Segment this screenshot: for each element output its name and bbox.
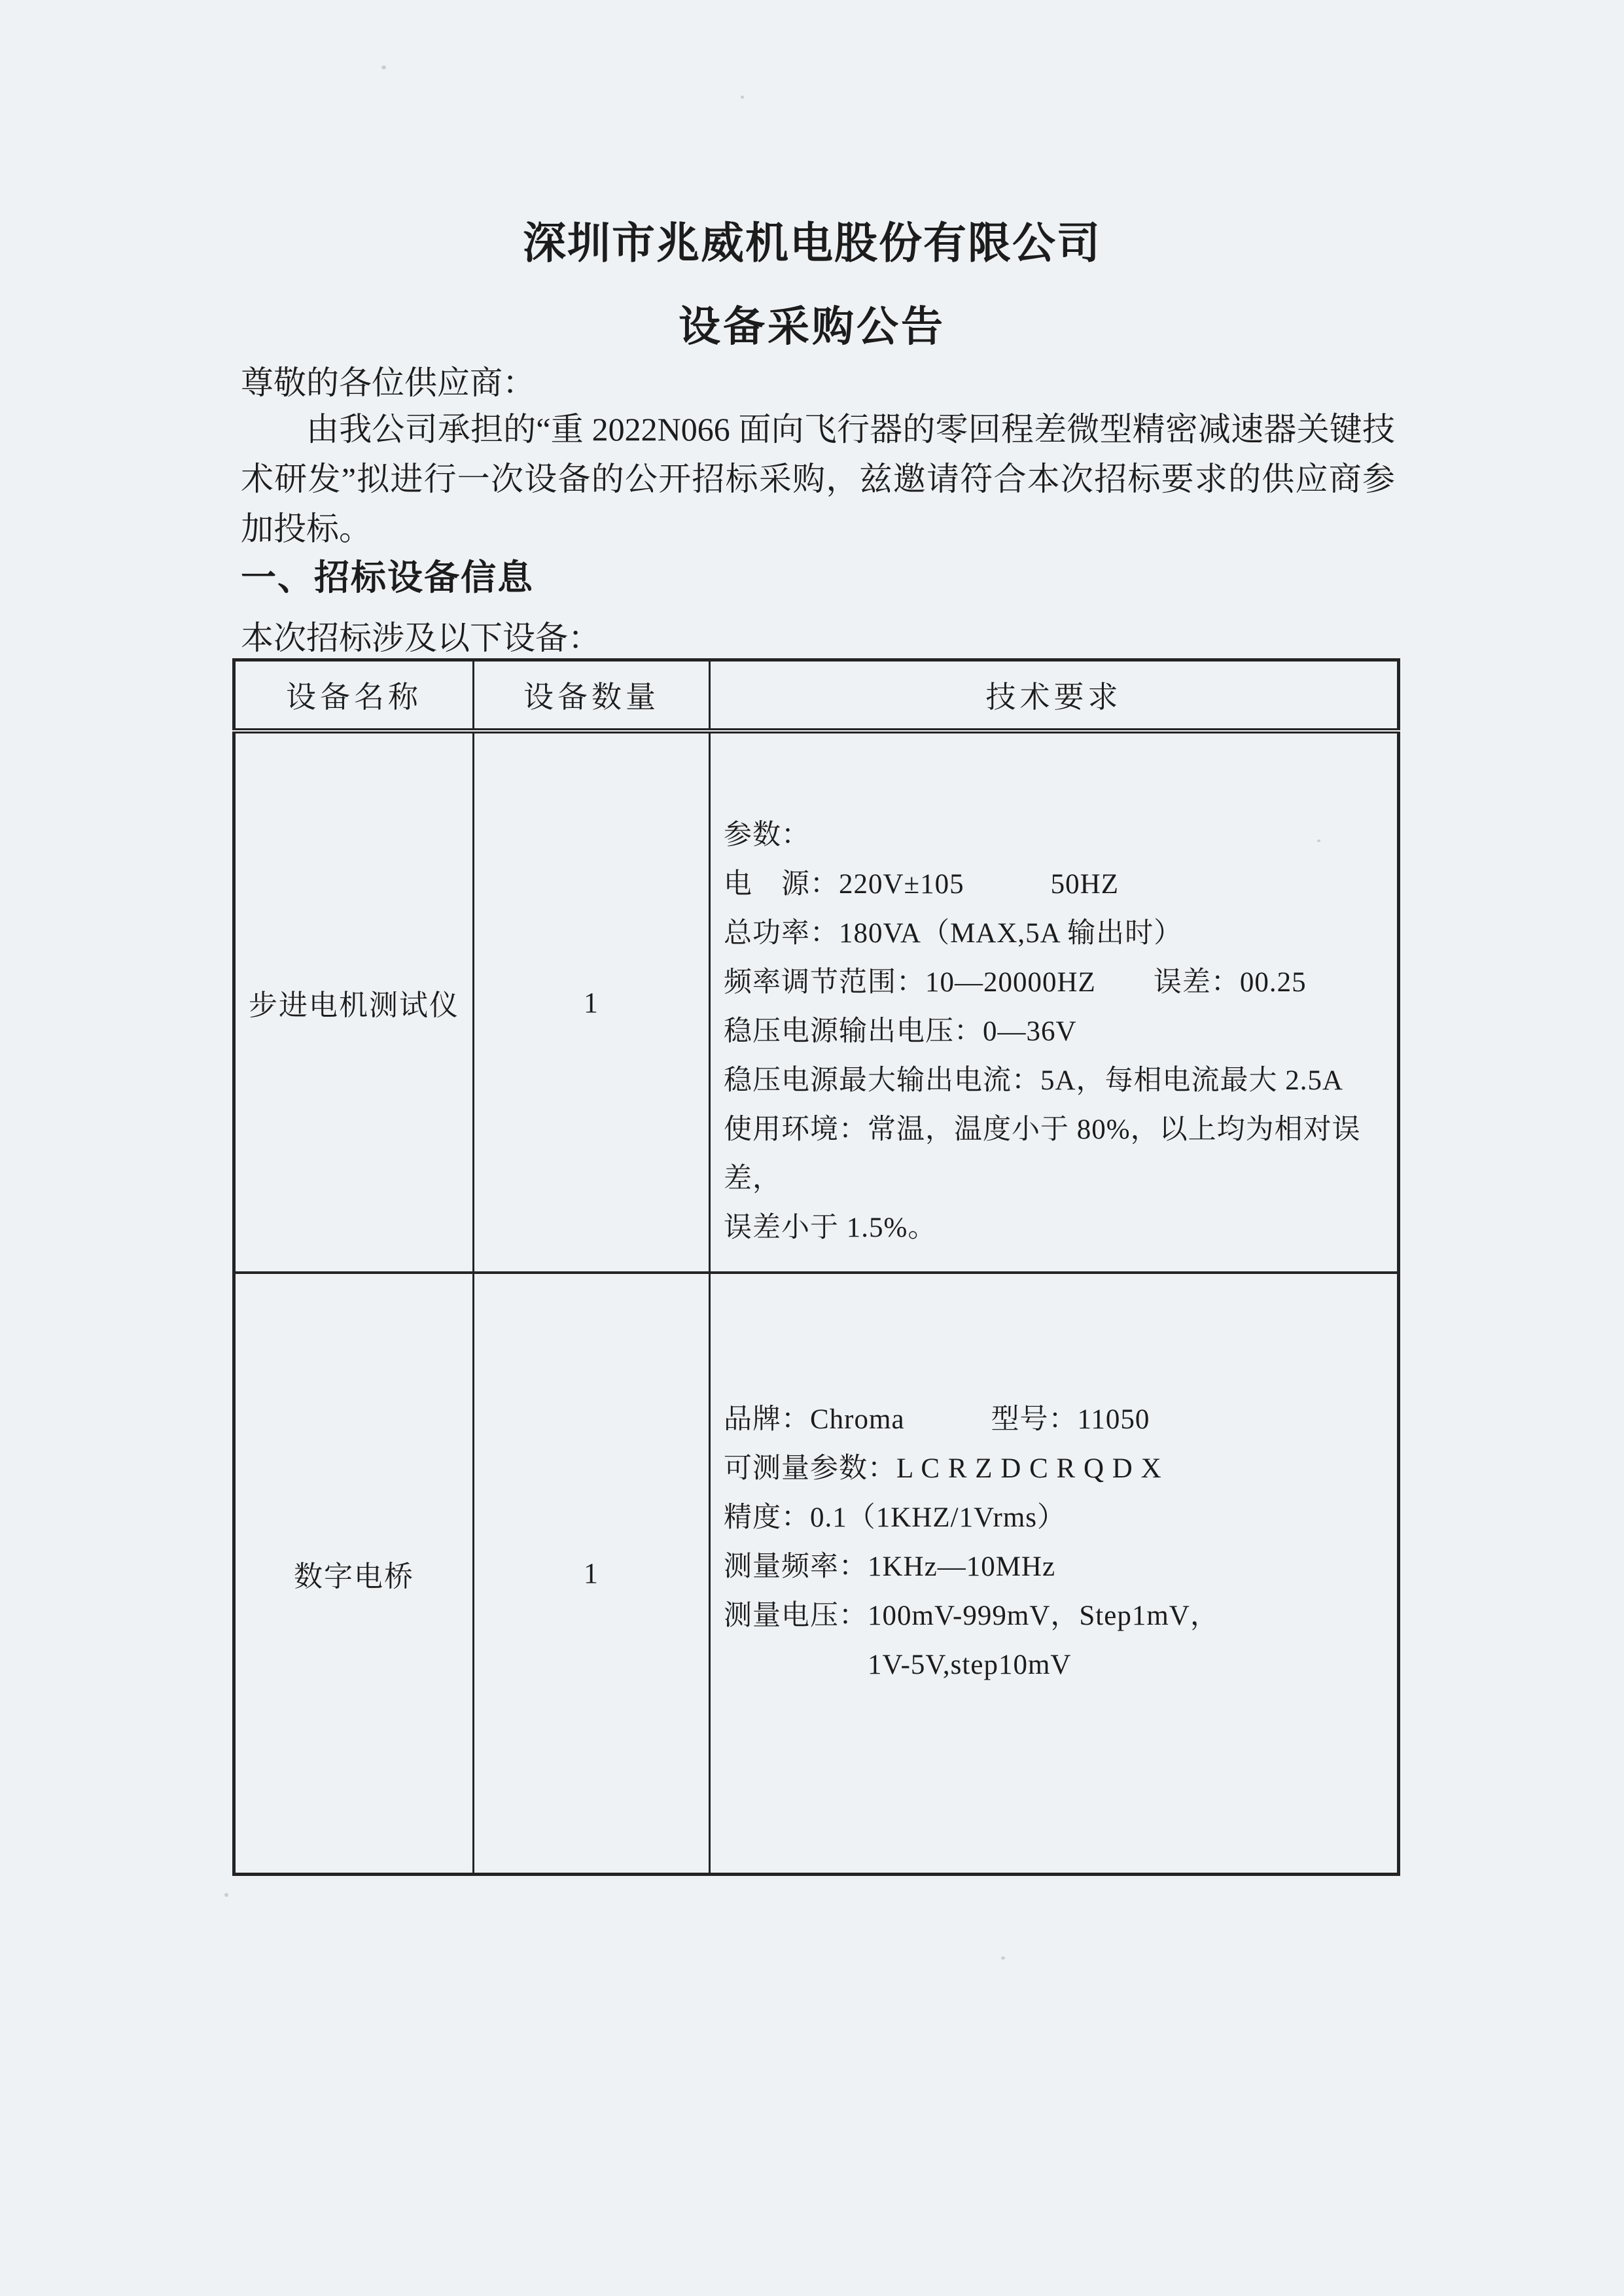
intro-paragraph: 由我公司承担的“重 2022N066 面向飞行器的零回程差微型精密减速器关键技术研发”拟进行一次设备的公开招标采购，兹邀请符合本次招标要求的供应商参加投标。: [241, 411, 1395, 547]
table-row: [234, 1273, 1399, 1875]
device-requirements-cell: [710, 1273, 1399, 1875]
requirement-line: 电 源：220V±105 50HZ: [724, 869, 1119, 900]
requirement-line: 可测量参数：L C R Z D C R Q D X: [724, 1453, 1162, 1484]
requirement-line: 品牌：Chroma 型号：11050: [724, 1404, 1150, 1435]
requirement-line: 测量电压：100mV-999mV，Step1mV，: [724, 1600, 1219, 1631]
salutation: 尊敬的各位供应商：: [241, 364, 535, 401]
table-header-row: [234, 660, 1399, 732]
column-header-device-name: 设备名称: [234, 660, 474, 732]
column-header-technical-requirements: 技术要求: [710, 660, 1399, 732]
device-name-cell: 数字电桥: [234, 1273, 474, 1875]
scan-speck: [224, 1893, 228, 1897]
announcement-title: 设备采购公告: [679, 304, 945, 350]
equipment-table: [232, 658, 1400, 1876]
section-heading: 一、招标设备信息: [241, 558, 534, 597]
requirement-line: 稳压电源最大输出电流：5A，每相电流最大 2.5A: [724, 1065, 1344, 1096]
scan-speck: [1001, 1956, 1005, 1960]
requirement-line: 参数：: [724, 820, 810, 851]
requirement-line: 使用环境：常温，温度小于 80%，以上均为相对误差，: [724, 1114, 1361, 1194]
scan-speck: [381, 65, 386, 69]
column-header-device-quantity: 设备数量: [474, 660, 710, 732]
table-intro: 本次招标涉及以下设备：: [241, 620, 601, 656]
device-requirements-cell: [710, 731, 1399, 1273]
requirement-line: 测量频率：1KHz—10MHz: [724, 1551, 1056, 1582]
device-quantity-cell: 1: [474, 1273, 710, 1875]
requirement-line: 精度：0.1（1KHZ/1Vrms）: [724, 1502, 1067, 1533]
table-row: [234, 731, 1399, 1273]
requirement-line: 误差小于 1.5%。: [724, 1212, 937, 1243]
company-title: 深圳市兆威机电股份有限公司: [523, 220, 1101, 268]
requirement-line: 1V-5V,step10mV: [724, 1650, 1072, 1680]
device-quantity-cell: 1: [474, 731, 710, 1273]
device-name-cell: 步进电机测试仪: [234, 731, 474, 1273]
scan-speck: [1317, 839, 1320, 842]
scan-speck: [741, 96, 744, 99]
requirement-line: 稳压电源输出电压：0—36V: [724, 1016, 1077, 1047]
requirement-line: 频率调节范围：10—20000HZ 误差：00.25: [724, 967, 1307, 998]
requirement-line: 总功率：180VA（MAX,5A 输出时）: [724, 918, 1183, 949]
